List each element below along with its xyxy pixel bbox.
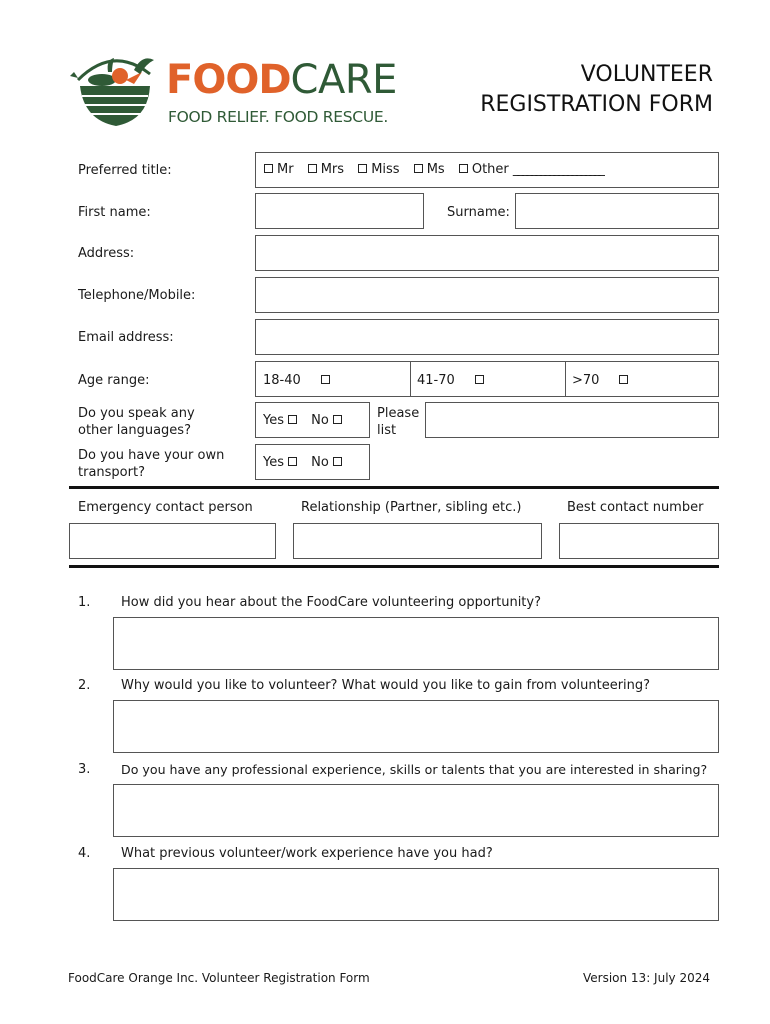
checkbox-icon[interactable]	[288, 457, 297, 466]
checkbox-icon[interactable]	[358, 164, 367, 173]
checkbox-icon[interactable]	[414, 164, 423, 173]
email-label: Email address:	[78, 330, 174, 345]
question-text: How did you hear about the FoodCare volunteering opportunity?	[121, 595, 541, 610]
question-answer-input[interactable]	[113, 617, 719, 670]
first-name-input[interactable]	[255, 193, 424, 229]
form-title	[480, 60, 713, 120]
vegetable-basket-icon	[68, 50, 163, 130]
form-title-line2: REGISTRATION FORM	[480, 92, 713, 117]
title-option-ms[interactable]: Ms	[414, 162, 445, 177]
footer-form-name: FoodCare Orange Inc. Volunteer Registration Form	[68, 971, 370, 985]
question-text: Do you have any professional experience, skills or talents that you are interested in sharing?	[121, 762, 708, 777]
first-name-label: First name:	[78, 205, 151, 220]
checkbox-icon[interactable]	[619, 375, 628, 384]
checkbox-icon[interactable]	[333, 415, 342, 424]
checkbox-icon[interactable]	[333, 457, 342, 466]
address-label: Address:	[78, 246, 135, 261]
form-title-line1: VOLUNTEER	[580, 62, 713, 87]
preferred-title-label: Preferred title:	[78, 163, 172, 178]
telephone-input[interactable]	[255, 277, 719, 313]
transport-yes-option[interactable]: Yes	[263, 455, 297, 470]
address-input[interactable]	[255, 235, 719, 271]
telephone-label: Telephone/Mobile:	[78, 288, 196, 303]
section-divider-bottom	[69, 565, 719, 568]
email-input[interactable]	[255, 319, 719, 355]
question-text: What previous volunteer/work experience have you had?	[121, 846, 493, 861]
surname-label: Surname:	[447, 205, 510, 220]
other-title-input[interactable]: ____________________	[512, 162, 603, 177]
please-list-label: Please list	[377, 406, 420, 438]
question-number: 3.	[78, 762, 91, 777]
transport-yes-no-box	[255, 444, 370, 480]
languages-yes-no-box	[255, 402, 370, 438]
question-number: 2.	[78, 678, 91, 693]
title-option-other[interactable]: Other ____________________	[459, 162, 603, 177]
question-number: 4.	[78, 846, 91, 861]
checkbox-icon[interactable]	[321, 375, 330, 384]
title-option-miss[interactable]: Miss	[358, 162, 399, 177]
best-contact-number-input[interactable]	[559, 523, 719, 559]
checkbox-icon[interactable]	[264, 164, 273, 173]
section-divider-top	[69, 486, 719, 489]
age-option-over-70[interactable]: >70	[572, 372, 628, 389]
preferred-title-box	[255, 152, 719, 188]
age-range-label: Age range:	[78, 373, 150, 388]
question-number: 1.	[78, 595, 91, 610]
best-contact-number-label: Best contact number	[567, 500, 704, 515]
emergency-contact-input[interactable]	[69, 523, 276, 559]
relationship-label: Relationship (Partner, sibling etc.)	[301, 500, 522, 515]
brand-name-food: FOOD	[166, 57, 291, 103]
age-option-41-70[interactable]: 41-70	[417, 372, 484, 389]
footer-version: Version 13: July 2024	[582, 971, 710, 985]
relationship-input[interactable]	[293, 523, 542, 559]
title-option-mr[interactable]: Mr	[264, 162, 294, 177]
question-answer-input[interactable]	[113, 784, 719, 837]
checkbox-icon[interactable]	[308, 164, 317, 173]
question-answer-input[interactable]	[113, 700, 719, 753]
brand-name-care: CARE	[290, 57, 397, 103]
question-text: Why would you like to volunteer? What would you like to gain from volunteering?	[121, 678, 651, 693]
age-option-18-40[interactable]: 18-40	[263, 372, 330, 389]
languages-no-option[interactable]: No	[311, 413, 342, 428]
foodcare-logo	[68, 50, 398, 130]
checkbox-icon[interactable]	[288, 415, 297, 424]
emergency-contact-label: Emergency contact person	[78, 500, 253, 515]
question-answer-input[interactable]	[113, 868, 719, 921]
title-option-mrs[interactable]: Mrs	[308, 162, 344, 177]
languages-list-input[interactable]	[425, 402, 719, 438]
languages-label: Do you speak any other languages?	[78, 406, 195, 438]
checkbox-icon[interactable]	[475, 375, 484, 384]
languages-yes-option[interactable]: Yes	[263, 413, 297, 428]
brand-tagline: FOOD RELIEF. FOOD RESCUE.	[168, 108, 388, 126]
transport-label: Do you have your own transport?	[78, 448, 225, 480]
transport-no-option[interactable]: No	[311, 455, 342, 470]
surname-input[interactable]	[515, 193, 719, 229]
checkbox-icon[interactable]	[459, 164, 468, 173]
